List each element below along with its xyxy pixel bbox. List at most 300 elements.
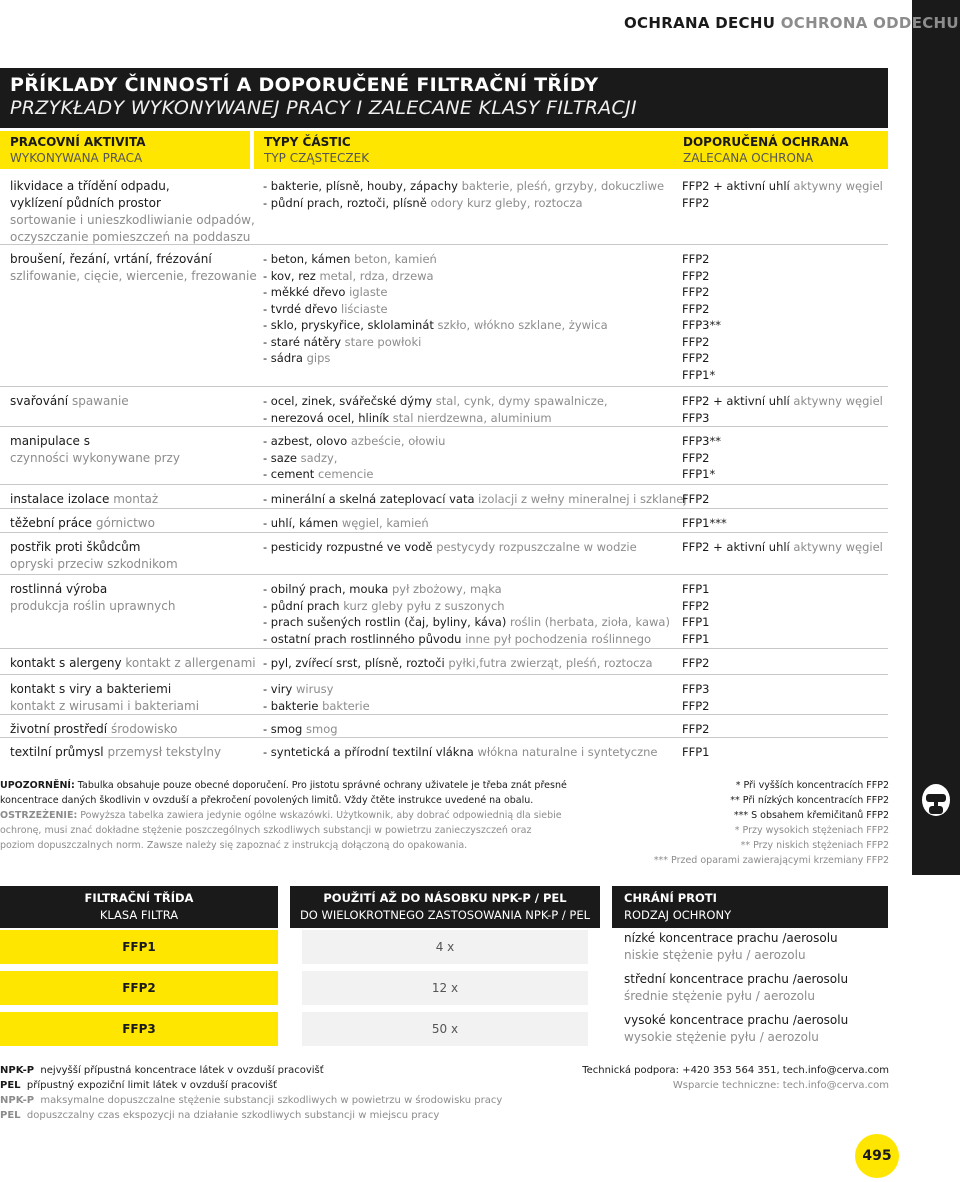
- text-pl: kontakt z wirusami i bakteriami: [10, 699, 200, 713]
- cell-line: [263, 744, 675, 761]
- ft-header-class: [0, 886, 278, 928]
- text-pl: środowisko: [110, 722, 178, 736]
- text-cz: životní prostředí: [10, 722, 108, 736]
- tech-support-cz: Technická podpora: +420 353 564 351, tech.info@cerva.com: [582, 1065, 889, 1076]
- text-pl: produkcja roślin uprawnych: [10, 599, 176, 613]
- text-cz: postřik proti škůdcům: [10, 540, 141, 554]
- text-cz: manipulace s: [10, 434, 90, 448]
- header-activity: [0, 131, 250, 169]
- text-pl: opryski przeciw szkodnikom: [10, 557, 178, 571]
- protection-cell: [682, 539, 892, 556]
- text-cz: - cement: [263, 467, 315, 481]
- text-cz: textilní průmysl: [10, 745, 104, 759]
- cell-line: [682, 334, 892, 351]
- cell-line: [263, 317, 675, 334]
- protection-cell: [682, 655, 892, 672]
- cell-line: [682, 393, 892, 410]
- text-pl: spawanie: [71, 394, 129, 408]
- ft-protects-cz: vysoké koncentrace prachu /aerosolu: [624, 1013, 849, 1027]
- text-pl: stal, cynk, dymy spawalnicze,: [435, 394, 608, 408]
- text-pl: aktywny węgiel: [793, 179, 883, 193]
- cell-line: [263, 268, 675, 285]
- ft-header-class-cz: FILTRAČNÍ TŘÍDA: [84, 891, 194, 905]
- text-cz: - prach sušených rostlin (čaj, byliny, káva): [263, 615, 507, 629]
- text-pl: górnictwo: [95, 516, 155, 530]
- text-pl: izolacji z wełny mineralnej i szklanej: [478, 492, 687, 506]
- cell-line: [10, 491, 250, 508]
- main-title: [0, 68, 888, 128]
- cell-line: [263, 410, 675, 427]
- cell-line: [682, 631, 892, 648]
- text-cz: FFP2: [682, 492, 710, 506]
- text-pl: kontakt z allergenami: [125, 656, 256, 670]
- ft-header-usage-pl: DO WIELOKROTNEGO ZASTOSOWANIA NPK-P / PEL: [299, 908, 591, 922]
- cell-line: [682, 251, 892, 268]
- cell-line: [682, 450, 892, 467]
- text-cz: - saze: [263, 450, 297, 465]
- cell-line: [682, 433, 892, 450]
- protection-cell: [682, 491, 892, 508]
- table-row: [0, 172, 888, 244]
- text-cz: - ostatní prach rostlinného původu: [263, 631, 462, 646]
- text-pl: aktywny węgiel: [793, 394, 883, 408]
- text-cz: FFP1: [682, 631, 710, 646]
- ft-header-usage: [290, 886, 600, 928]
- particles-cell: [263, 681, 675, 714]
- cell-line: [10, 450, 250, 467]
- warning-notes: [0, 778, 600, 853]
- warning-label-pl: OSTRZEŻENIE:: [0, 810, 78, 821]
- cell-line: [263, 284, 675, 301]
- side-strip: [912, 0, 960, 875]
- header-activity-cz: PRACOVNÍ AKTIVITA: [10, 135, 146, 149]
- cell-line: [10, 251, 250, 268]
- text-cz: - bakterie, plísně, houby, zápachy: [263, 179, 458, 193]
- section-title: [624, 14, 959, 32]
- cell-line: [682, 350, 892, 367]
- header-particles-pl: TYP CZĄSTECZEK: [264, 151, 370, 165]
- def-abbr: PEL: [0, 1110, 21, 1121]
- cell-line: [10, 195, 250, 212]
- text-cz: FFP1: [682, 615, 710, 629]
- cell-line: [10, 212, 255, 229]
- cell-line: [10, 393, 250, 410]
- protection-cell: [682, 581, 892, 647]
- text-cz: FFP1***: [682, 516, 727, 530]
- cell-line: [10, 721, 250, 738]
- text-cz: - azbest, olovo: [263, 434, 348, 448]
- cell-line: [682, 698, 892, 715]
- table-row: [0, 426, 888, 484]
- table-row: [0, 244, 888, 386]
- text-cz: FFP2 + aktivní uhlí: [682, 179, 790, 193]
- activity-cell: [10, 251, 257, 285]
- protection-cell: [682, 515, 892, 532]
- text-cz: vyklízení půdních prostor: [10, 196, 161, 210]
- activity-cell: [10, 515, 250, 532]
- text-pl: metal, rdza, drzewa: [319, 268, 434, 283]
- text-pl: stal nierdzewna, aluminium: [392, 410, 552, 425]
- activity-cell: [10, 178, 255, 246]
- text-cz: FFP2: [682, 301, 710, 316]
- text-cz: těžební práce: [10, 516, 93, 530]
- table-row: [0, 574, 888, 648]
- text-cz: - ocel, zinek, svářečské dýmy: [263, 394, 433, 408]
- cell-line: [10, 598, 250, 615]
- header-particles: [254, 131, 674, 169]
- activity-cell: [10, 721, 250, 738]
- cell-line: [263, 195, 675, 212]
- cell-line: [682, 721, 892, 738]
- cell-line: [263, 598, 675, 615]
- protection-cell: [682, 393, 892, 426]
- particles-cell: [263, 433, 675, 483]
- ft-class: FFP2: [0, 971, 278, 1005]
- def-text: přípustný expoziční limit látek v ovzduší pracovišť: [26, 1080, 277, 1091]
- main-title-cz: PŘÍKLADY ČINNOSTÍ A DOPORUČENÉ FILTRAČNÍ TŘÍDY: [10, 74, 599, 96]
- cell-line: [682, 268, 892, 285]
- header-protection-pl: ZALECANA OCHRONA: [683, 151, 814, 165]
- cell-line: [682, 614, 892, 631]
- text-cz: FFP2: [682, 334, 710, 349]
- cell-line: [682, 301, 892, 318]
- ft-protects: [624, 930, 888, 964]
- text-cz: FFP3: [682, 682, 710, 696]
- text-cz: FFP1: [682, 745, 710, 759]
- footnote-cz-3: *** S obsahem křemičitanů FFP2: [733, 810, 889, 821]
- text-pl: kurz gleby pyłu z suszonych: [343, 598, 505, 613]
- header-protection: [673, 131, 888, 169]
- text-pl: gips: [306, 351, 331, 365]
- activity-cell: [10, 655, 256, 672]
- cell-line: [682, 581, 892, 598]
- text-cz: FFP1: [682, 582, 710, 596]
- particles-cell: [263, 393, 675, 426]
- cell-line: [10, 515, 250, 532]
- ft-class: FFP1: [0, 930, 278, 964]
- cell-line: [682, 598, 892, 615]
- text-cz: FFP2: [682, 285, 710, 299]
- ft-protects-cz: nízké koncentrace prachu /aerosolu: [624, 931, 838, 945]
- cell-line: [682, 515, 892, 532]
- text-pl: odory kurz gleby, roztocza: [430, 195, 583, 210]
- text-pl: bakterie, pleśń, grzyby, dokuczliwe: [461, 179, 665, 193]
- cell-line: [682, 284, 892, 301]
- text-cz: - minerální a skelná zateplovací vata: [263, 492, 475, 506]
- cell-line: [10, 744, 250, 761]
- particles-cell: [263, 581, 675, 647]
- cell-line: [682, 539, 892, 556]
- text-pl: aktywny węgiel: [793, 540, 883, 554]
- text-pl: beton, kamień: [354, 252, 437, 266]
- text-cz: - kov, rez: [263, 268, 316, 283]
- cell-line: [10, 268, 257, 285]
- cell-line: [263, 466, 675, 483]
- cell-line: [10, 681, 250, 698]
- section-title-cz: OCHRANA DECHU: [624, 14, 776, 32]
- footnote-cz-2: ** Při nízkých koncentracích FFP2: [730, 795, 889, 806]
- cell-line: [263, 655, 675, 672]
- text-cz: - obilný prach, mouka: [263, 582, 389, 596]
- cell-line: [263, 301, 675, 318]
- ft-class: FFP3: [0, 1012, 278, 1046]
- text-cz: FFP1*: [682, 467, 716, 481]
- protection-cell: [682, 433, 892, 483]
- cell-line: [263, 581, 675, 598]
- text-pl: sadzy,: [300, 450, 338, 465]
- cell-line: [682, 681, 892, 698]
- tech-support-pl: Wsparcie techniczne: tech.info@cerva.com: [672, 1080, 889, 1091]
- text-cz: - pyl, zvířecí srst, plísně, roztoči: [263, 656, 445, 670]
- text-cz: FFP2: [682, 195, 710, 210]
- text-pl: cemencie: [317, 467, 374, 481]
- text-pl: przemysł tekstylny: [107, 745, 222, 759]
- text-pl: liściaste: [341, 301, 388, 316]
- respirator-icon: [920, 782, 952, 822]
- text-cz: - uhlí, kámen: [263, 516, 339, 530]
- ft-usage: 4 x: [302, 930, 588, 964]
- cell-line: [682, 178, 892, 195]
- cell-line: [263, 539, 675, 556]
- text-cz: FFP2: [682, 268, 710, 283]
- text-cz: - viry: [263, 682, 293, 696]
- cell-line: [10, 698, 250, 715]
- table-row: [0, 737, 888, 761]
- header-protection-cz: DOPORUČENÁ OCHRANA: [683, 135, 849, 149]
- text-pl: stare powłoki: [344, 334, 422, 349]
- def-text: maksymalne dopuszczalne stężenie substancji szkodliwych w powietrzu w środowisku pracy: [40, 1095, 503, 1106]
- ft-protects: [624, 1012, 888, 1046]
- text-cz: svařování: [10, 394, 69, 408]
- protection-cell: [682, 744, 892, 761]
- header-particles-cz: TYPY ČÁSTIC: [264, 135, 351, 149]
- warning-label-cz: UPOZORNĚNÍ:: [0, 780, 75, 791]
- text-cz: kontakt s viry a bakteriemi: [10, 682, 172, 696]
- text-cz: rostlinná výroba: [10, 582, 108, 596]
- table-row: [0, 532, 888, 574]
- warning-text-cz-1: Tabulka obsahuje pouze obecné doporučení. Pro jistotu správné ochrany uživatele je třeba znát přesné: [77, 780, 567, 791]
- activity-cell: [10, 744, 250, 761]
- text-cz: FFP1*: [682, 367, 716, 382]
- table-row: [0, 508, 888, 532]
- text-cz: likvidace a třídění odpadu,: [10, 179, 170, 193]
- protection-cell: [682, 681, 892, 714]
- text-pl: azbeście, ołowiu: [350, 434, 446, 448]
- cell-line: [682, 491, 892, 508]
- cell-line: [682, 466, 892, 483]
- particles-cell: [263, 721, 675, 738]
- text-cz: FFP3: [682, 410, 710, 425]
- cell-line: [263, 450, 675, 467]
- text-pl: węgiel, kamień: [341, 516, 429, 530]
- ft-protects-pl: średnie stężenie pyłu / aerozolu: [624, 989, 815, 1003]
- particles-cell: [263, 655, 675, 672]
- cell-line: [263, 698, 675, 715]
- ft-protects-pl: wysokie stężenie pyłu / aerozolu: [624, 1030, 819, 1044]
- cell-line: [10, 581, 250, 598]
- text-pl: sortowanie i unieszkodliwianie odpadów,: [10, 213, 255, 227]
- text-cz: - nerezová ocel, hliník: [263, 410, 390, 425]
- ft-row: [0, 971, 888, 1012]
- table-row: [0, 674, 888, 714]
- ft-protects: [624, 971, 888, 1005]
- page-number: 495: [855, 1134, 899, 1178]
- activity-cell: [10, 581, 250, 615]
- cell-line: [10, 433, 250, 450]
- text-cz: kontakt s alergeny: [10, 656, 122, 670]
- def-abbr: NPK-P: [0, 1095, 35, 1106]
- text-cz: FFP2: [682, 598, 710, 613]
- header-activity-pl: WYKONYWANA PRACA: [10, 151, 143, 165]
- text-cz: FFP2: [682, 252, 710, 266]
- text-pl: iglaste: [349, 285, 388, 299]
- cell-line: [263, 178, 675, 195]
- ft-usage: 12 x: [302, 971, 588, 1005]
- cell-line: [263, 393, 675, 410]
- warning-text-pl-3: poziom dopuszczalnych norm. Zawsze należy się zapoznać z instrukcją dołączoną do opakowania.: [0, 840, 468, 851]
- text-pl: bakterie: [322, 698, 370, 713]
- cell-line: [10, 178, 250, 195]
- text-cz: - půdní prach: [263, 598, 340, 613]
- table-row: [0, 386, 888, 426]
- footnote-pl-1: * Przy wysokich stężeniach FFP2: [734, 825, 889, 836]
- cell-line: [682, 744, 892, 761]
- footnote-pl-2: ** Przy niskich stężeniach FFP2: [740, 840, 889, 851]
- ft-header-protects-cz: CHRÁNÍ PROTI: [624, 891, 717, 905]
- table-row: [0, 714, 888, 737]
- text-cz: - smog: [263, 722, 303, 736]
- text-pl: szkło, włókno szklane, żywica: [437, 318, 608, 332]
- section-title-pl: OCHRONA ODDECHU: [780, 14, 959, 32]
- cell-line: [10, 655, 256, 672]
- activity-cell: [10, 539, 250, 573]
- ft-row: [0, 930, 888, 971]
- cell-line: [263, 721, 675, 738]
- table-row: [0, 484, 888, 508]
- cell-line: [682, 655, 892, 672]
- text-cz: FFP2: [682, 351, 710, 365]
- text-pl: oczyszczanie pomieszczeń na poddaszu: [10, 230, 251, 244]
- ft-header-protects: [612, 886, 888, 928]
- cell-line: [10, 539, 250, 556]
- cell-line: [263, 433, 675, 450]
- ft-header-protects-pl: RODZAJ OCHRONY: [624, 908, 732, 922]
- text-cz: - půdní prach, roztoči, plísně: [263, 195, 427, 210]
- particles-cell: [263, 491, 687, 508]
- text-pl: wirusy: [296, 682, 334, 696]
- cell-line: [263, 631, 675, 648]
- text-pl: czynności wykonywane przy: [10, 451, 180, 465]
- text-cz: instalace izolace: [10, 492, 110, 506]
- definitions: [0, 1063, 600, 1123]
- cell-line: [10, 556, 250, 573]
- text-cz: - bakterie: [263, 698, 319, 713]
- text-cz: - tvrdé dřevo: [263, 301, 338, 316]
- warning-text-pl-2: ochronę, musi znać dokładne stężenie poszczególnych szkodliwych substancji w powietrzu zanieczyszczeń oraz: [0, 825, 532, 836]
- protection-cell: [682, 721, 892, 738]
- text-pl: inne pył pochodzenia roślinnego: [465, 631, 652, 646]
- text-cz: - sádra: [263, 351, 303, 365]
- table-row: [0, 648, 888, 674]
- warning-text-cz-2: koncentrace daných škodlivin v ovzduší a překročení povolených limitů. Vždy čtěte instrukce uvedené na obalu.: [0, 795, 534, 806]
- text-pl: szlifowanie, cięcie, wiercenie, frezowanie: [10, 269, 257, 283]
- activity-cell: [10, 491, 250, 508]
- cell-line: [682, 195, 892, 212]
- text-pl: roślin (herbata, zioła, kawa): [509, 615, 670, 629]
- footnotes: [600, 778, 889, 868]
- text-pl: pyłki,futra zwierząt, pleśń, roztocza: [448, 656, 653, 670]
- cell-line: [263, 334, 675, 351]
- cell-line: [682, 410, 892, 427]
- warning-text-pl-1: Powyższa tabelka zawiera jedynie ogólne wskazówki. Użytkownik, aby dobrać odpowiednią dla siebie: [80, 810, 562, 821]
- def-abbr: PEL: [0, 1080, 21, 1091]
- ft-usage: 50 x: [302, 1012, 588, 1046]
- cell-line: [682, 317, 892, 334]
- text-cz: - pesticidy rozpustné ve vodě: [263, 540, 433, 554]
- text-cz: - sklo, pryskyřice, sklolaminát: [263, 318, 434, 332]
- ft-protects-pl: niskie stężenie pyłu / aerozolu: [624, 948, 806, 962]
- text-cz: FFP2: [682, 722, 710, 736]
- text-cz: FFP2 + aktivní uhlí: [682, 394, 790, 408]
- text-cz: FFP2: [682, 450, 710, 465]
- def-text: nejvyšší přípustná koncentrace látek v ovzduší pracovišť: [40, 1065, 324, 1076]
- particles-cell: [263, 178, 675, 211]
- particles-cell: [263, 251, 675, 367]
- text-cz: FFP3**: [682, 434, 721, 448]
- protection-cell: [682, 178, 892, 211]
- tech-support: [560, 1063, 889, 1093]
- def-text: dopuszczalny czas ekspozycji na działanie szkodliwych substancji w miejscu pracy: [26, 1110, 440, 1121]
- text-pl: pył zbożowy, mąka: [391, 582, 502, 596]
- activity-cell: [10, 681, 250, 715]
- main-title-pl: PRZYKŁADY WYKONYWANEJ PRACY I ZALECANE KLASY FILTRACJI: [10, 97, 637, 119]
- text-cz: - staré nátěry: [263, 334, 342, 349]
- protection-cell: [682, 251, 892, 383]
- cell-line: [682, 367, 892, 384]
- text-pl: montaż: [113, 492, 159, 506]
- text-cz: FFP2: [682, 698, 710, 713]
- cell-line: [263, 350, 675, 367]
- footnote-pl-3: *** Przed oparami zawierającymi krzemiany FFP2: [653, 855, 889, 866]
- text-cz: FFP2: [682, 656, 710, 670]
- ft-row: [0, 1012, 888, 1053]
- cell-line: [263, 251, 675, 268]
- text-pl: smog: [306, 722, 338, 736]
- text-cz: broušení, řezání, vrtání, frézování: [10, 252, 212, 266]
- cell-line: [263, 491, 687, 508]
- ft-header-class-pl: KLASA FILTRA: [99, 908, 179, 922]
- text-cz: - beton, kámen: [263, 252, 351, 266]
- cell-line: [263, 681, 675, 698]
- activity-cell: [10, 393, 250, 410]
- footnote-cz-1: * Při vyšších koncentracích FFP2: [735, 780, 889, 791]
- text-cz: FFP2 + aktivní uhlí: [682, 540, 790, 554]
- particles-cell: [263, 744, 675, 761]
- text-pl: włókna naturalne i syntetyczne: [477, 745, 658, 759]
- particles-cell: [263, 539, 675, 556]
- activity-cell: [10, 433, 250, 467]
- text-cz: FFP3**: [682, 318, 721, 332]
- particles-cell: [263, 515, 675, 532]
- text-cz: - syntetická a přírodní textilní vlákna: [263, 745, 474, 759]
- text-pl: pestycydy rozpuszczalne w wodzie: [436, 540, 637, 554]
- ft-header-usage-cz: POUŽITÍ AŽ DO NÁSOBKU NPK-P / PEL: [323, 891, 567, 905]
- ft-protects-cz: střední koncentrace prachu /aerosolu: [624, 972, 849, 986]
- cell-line: [263, 614, 675, 631]
- text-cz: - měkké dřevo: [263, 285, 346, 299]
- cell-line: [263, 515, 675, 532]
- def-abbr: NPK-P: [0, 1065, 35, 1076]
